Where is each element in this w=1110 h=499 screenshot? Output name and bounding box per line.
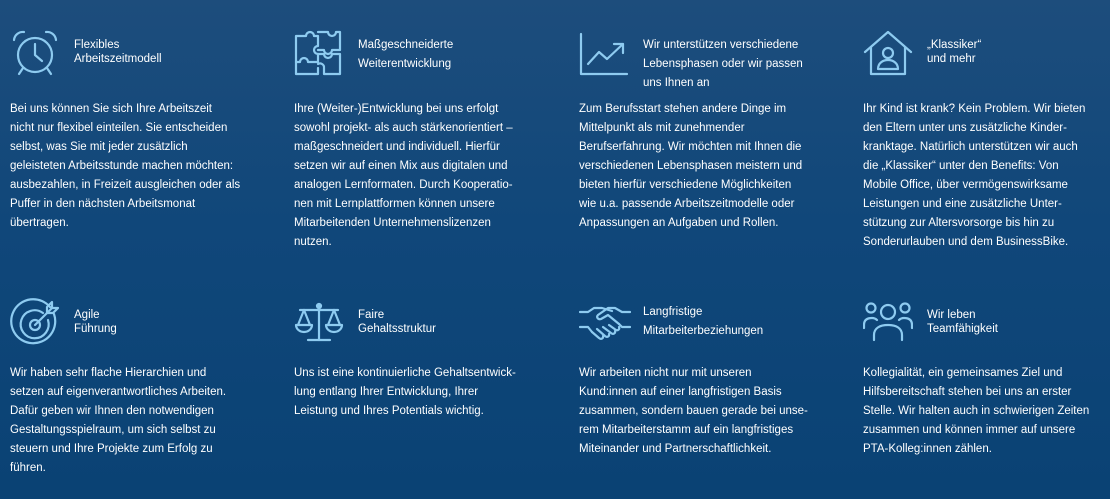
feature-description: Ihr Kind ist krank? Kein Problem. Wir bieten den Eltern unter uns zusätzliche Kinder- kranktage. Natürlich unterstützen wir auch die „Klassiker“ unter den Benefits: Von Mobile Office, über vermögenswirksame Leistungen und eine zusätzliche Unter- stützung zur Altersvorsorge bis hin zu Sonderurlauben und dem BusinessBike. bbox=[863, 103, 1086, 248]
puzzle-icon bbox=[294, 28, 344, 78]
feature-title: Maßgeschneiderte Weiterentwicklung bbox=[358, 39, 454, 70]
feature-title: Wir unterstützen verschiedene Lebensphasen oder wir passen uns Ihnen an bbox=[643, 39, 803, 89]
growth-chart-icon bbox=[579, 28, 629, 78]
feature-title: „Klassiker“ und mehr bbox=[927, 39, 982, 65]
alarm-clock-icon bbox=[10, 28, 60, 78]
feature-description: Wir arbeiten nicht nur mit unseren Kund:innen auf einer langfristigen Basis zusammen, sondern bauen gerade bei unse- rem Mitarbeiterstamm auf ein langfristiges Miteinander und Partnerschaftlichkeit. bbox=[579, 367, 808, 455]
feature-description: Kollegialität, ein gemeinsames Ziel und Hilfsbereitschaft stehen bei uns an erster Stelle. Wir halten auch in schwierigen Zeiten zusammen und können immer auf unsere PTA-Kolleg:innen zählen. bbox=[863, 367, 1090, 455]
target-icon bbox=[10, 298, 60, 348]
feature-description: Ihre (Weiter-)Entwicklung bei uns erfolgt sowohl projekt- als auch stärkenorientiert – maßgeschneidert und individuell. Hierfür setzen wir auf einen Mix aus digitalen und analogen Lernformaten. Durch Kooperatio- nen mit Lernplattformen können unsere Mitarbeitenden Unternehmenslizenzen nutzen. bbox=[294, 103, 513, 248]
feature-description: Wir haben sehr flache Hierarchien und setzen auf eigenverantwortliches Arbeiten. Dafür geben wir Ihnen den notwendigen Gestaltungsspielraum, um sich selbst zu steuern und Ihre Projekte zum Erfolg zu führen. bbox=[10, 367, 227, 474]
feature-title: Langfristige Mitarbeiterbeziehungen bbox=[643, 306, 764, 337]
home-person-icon bbox=[863, 28, 913, 78]
feature-title: Flexibles Arbeitszeitmodell bbox=[74, 39, 162, 65]
team-icon bbox=[863, 298, 913, 348]
feature-description: Zum Berufsstart stehen andere Dinge im Mittelpunkt als mit zunehmender Berufserfahrung. Wir möchten mit Ihnen die verschiedenen Lebensphasen meistern und bieten hierfür verschiedene Möglichkeiten wie u.a. passende Arbeitszeitmodelle oder Anpassungen an Aufgaben und Rollen. bbox=[579, 103, 803, 229]
scales-icon bbox=[294, 298, 344, 348]
feature-description: Bei uns können Sie sich Ihre Arbeitszeit nicht nur flexibel einteilen. Sie entscheiden selbst, was Sie mit jeder zusätzlich geleisteten Arbeitsstunde machen möchten: ausbezahlen, in Freizeit ausgleichen oder als Puffer in den nächsten Arbeitsmonat übertragen. bbox=[10, 103, 241, 229]
feature-description: Uns ist eine kontinuierliche Gehaltsentwick- lung entlang Ihrer Entwicklung, Ihrer Leistung und Ihres Potentials wichtig. bbox=[294, 367, 516, 417]
feature-title: Agile Führung bbox=[74, 309, 117, 335]
feature-title: Wir leben Teamfähigkeit bbox=[927, 309, 998, 335]
feature-title: Faire Gehaltsstruktur bbox=[358, 309, 436, 335]
handshake-icon bbox=[579, 298, 631, 348]
